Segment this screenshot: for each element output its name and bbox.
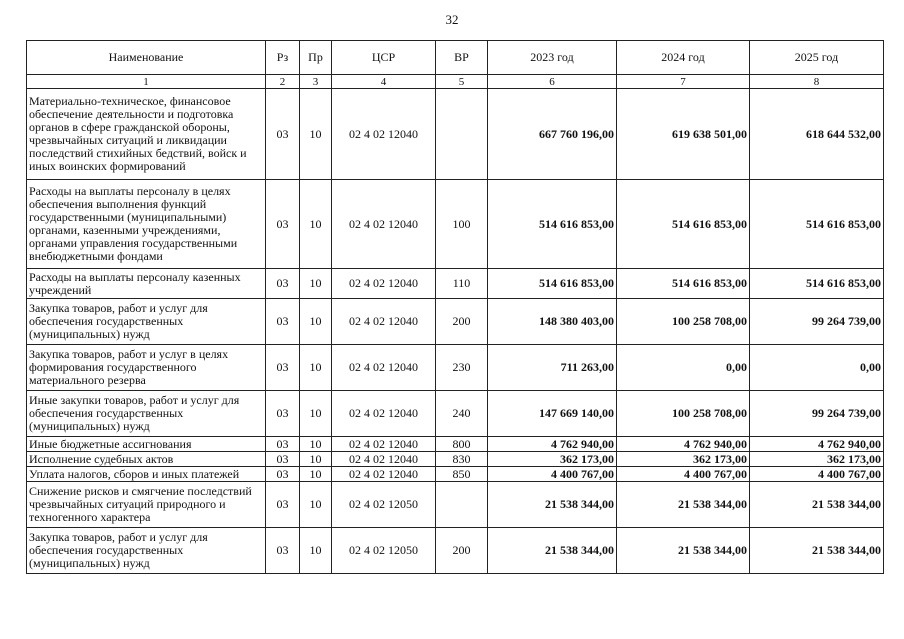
row-2023: 21 538 344,00 [488,482,617,528]
row-2025: 618 644 532,00 [750,89,884,180]
row-2023: 21 538 344,00 [488,528,617,574]
header-csr: ЦСР [332,41,436,75]
table-row [27,437,884,452]
row-vr: 230 [436,345,488,391]
row-2023: 514 616 853,00 [488,269,617,299]
row-2024: 4 400 767,00 [617,467,750,482]
row-rz: 03 [266,89,300,180]
row-name: Закупка товаров, работ и услуг для обеспечения государственных (муниципальных) нужд [27,528,266,574]
column-number: 7 [617,75,750,89]
table-row [27,89,884,180]
row-2024: 21 538 344,00 [617,482,750,528]
row-2023: 148 380 403,00 [488,299,617,345]
row-2024: 4 762 940,00 [617,437,750,452]
row-pr: 10 [300,89,332,180]
column-number: 4 [332,75,436,89]
row-name: Закупка товаров, работ и услуг в целях формирования государственного материального резерва [27,345,266,391]
header-row [27,41,884,75]
row-pr: 10 [300,437,332,452]
header-rz: Рз [266,41,300,75]
row-rz: 03 [266,467,300,482]
row-2025: 514 616 853,00 [750,180,884,269]
table-row [27,528,884,574]
row-pr: 10 [300,482,332,528]
row-2024: 21 538 344,00 [617,528,750,574]
row-pr: 10 [300,391,332,437]
row-rz: 03 [266,437,300,452]
column-number-row [27,75,884,89]
row-vr [436,482,488,528]
row-rz: 03 [266,299,300,345]
header-2025: 2025 год [750,41,884,75]
row-rz: 03 [266,528,300,574]
row-vr: 800 [436,437,488,452]
row-2024: 100 258 708,00 [617,391,750,437]
row-vr: 830 [436,452,488,467]
column-number: 1 [27,75,266,89]
header-2024: 2024 год [617,41,750,75]
table-row [27,482,884,528]
row-name: Иные бюджетные ассигнования [27,437,266,452]
row-name: Уплата налогов, сборов и иных платежей [27,467,266,482]
row-2024: 619 638 501,00 [617,89,750,180]
row-2023: 147 669 140,00 [488,391,617,437]
row-2025: 21 538 344,00 [750,482,884,528]
row-2023: 514 616 853,00 [488,180,617,269]
column-number: 8 [750,75,884,89]
row-pr: 10 [300,528,332,574]
row-vr: 200 [436,299,488,345]
row-name: Расходы на выплаты персоналу казенных учреждений [27,269,266,299]
row-vr: 240 [436,391,488,437]
row-rz: 03 [266,345,300,391]
row-pr: 10 [300,345,332,391]
table-row [27,467,884,482]
row-2025: 21 538 344,00 [750,528,884,574]
header-2023: 2023 год [488,41,617,75]
table-row [27,452,884,467]
row-2023: 667 760 196,00 [488,89,617,180]
row-rz: 03 [266,452,300,467]
column-number: 2 [266,75,300,89]
row-csr: 02 4 02 12040 [332,467,436,482]
row-2025: 514 616 853,00 [750,269,884,299]
row-pr: 10 [300,452,332,467]
row-vr: 110 [436,269,488,299]
row-2023: 4 762 940,00 [488,437,617,452]
row-csr: 02 4 02 12040 [332,391,436,437]
row-vr: 850 [436,467,488,482]
row-2025: 99 264 739,00 [750,299,884,345]
row-csr: 02 4 02 12040 [332,180,436,269]
row-name: Исполнение судебных актов [27,452,266,467]
row-name: Иные закупки товаров, работ и услуг для обеспечения государственных (муниципальных) нужд [27,391,266,437]
row-vr: 200 [436,528,488,574]
row-2024: 362 173,00 [617,452,750,467]
row-rz: 03 [266,180,300,269]
row-rz: 03 [266,391,300,437]
row-vr: 100 [436,180,488,269]
column-number: 3 [300,75,332,89]
row-pr: 10 [300,467,332,482]
row-name: Снижение рисков и смягчение последствий чрезвычайных ситуаций природного и техногенного характера [27,482,266,528]
budget-table [26,40,884,574]
page-number: 32 [445,12,459,27]
table-row [27,180,884,269]
header-pr: Пр [300,41,332,75]
row-csr: 02 4 02 12050 [332,528,436,574]
row-csr: 02 4 02 12040 [332,89,436,180]
row-2025: 362 173,00 [750,452,884,467]
row-csr: 02 4 02 12040 [332,345,436,391]
row-rz: 03 [266,269,300,299]
row-2024: 514 616 853,00 [617,269,750,299]
row-rz: 03 [266,482,300,528]
row-2023: 362 173,00 [488,452,617,467]
row-vr [436,89,488,180]
row-pr: 10 [300,269,332,299]
row-2023: 711 263,00 [488,345,617,391]
row-2025: 4 400 767,00 [750,467,884,482]
row-name: Материально-техническое, финансовое обеспечение деятельности и подготовка органов в сфере гражданской обороны, чрезвычайных ситуаций и ликвидации последствий стихийных бедствий, войск и иных воинских формирований [27,89,266,180]
row-2024: 100 258 708,00 [617,299,750,345]
row-csr: 02 4 02 12050 [332,482,436,528]
table-row [27,299,884,345]
row-2025: 0,00 [750,345,884,391]
row-csr: 02 4 02 12040 [332,452,436,467]
row-csr: 02 4 02 12040 [332,299,436,345]
row-csr: 02 4 02 12040 [332,269,436,299]
row-2024: 0,00 [617,345,750,391]
row-2023: 4 400 767,00 [488,467,617,482]
table-row [27,391,884,437]
header-vr: ВР [436,41,488,75]
header-name: Наименование [27,41,266,75]
column-number: 6 [488,75,617,89]
row-name: Расходы на выплаты персоналу в целях обеспечения выполнения функций государственными (муниципальными) органами, казенными учреждениями, органами управления государственными внебюджетными фондами [27,180,266,269]
row-pr: 10 [300,299,332,345]
table-row [27,269,884,299]
row-2024: 514 616 853,00 [617,180,750,269]
row-pr: 10 [300,180,332,269]
column-number: 5 [436,75,488,89]
row-2025: 4 762 940,00 [750,437,884,452]
row-2025: 99 264 739,00 [750,391,884,437]
table-row [27,345,884,391]
row-csr: 02 4 02 12040 [332,437,436,452]
row-name: Закупка товаров, работ и услуг для обеспечения государственных (муниципальных) нужд [27,299,266,345]
